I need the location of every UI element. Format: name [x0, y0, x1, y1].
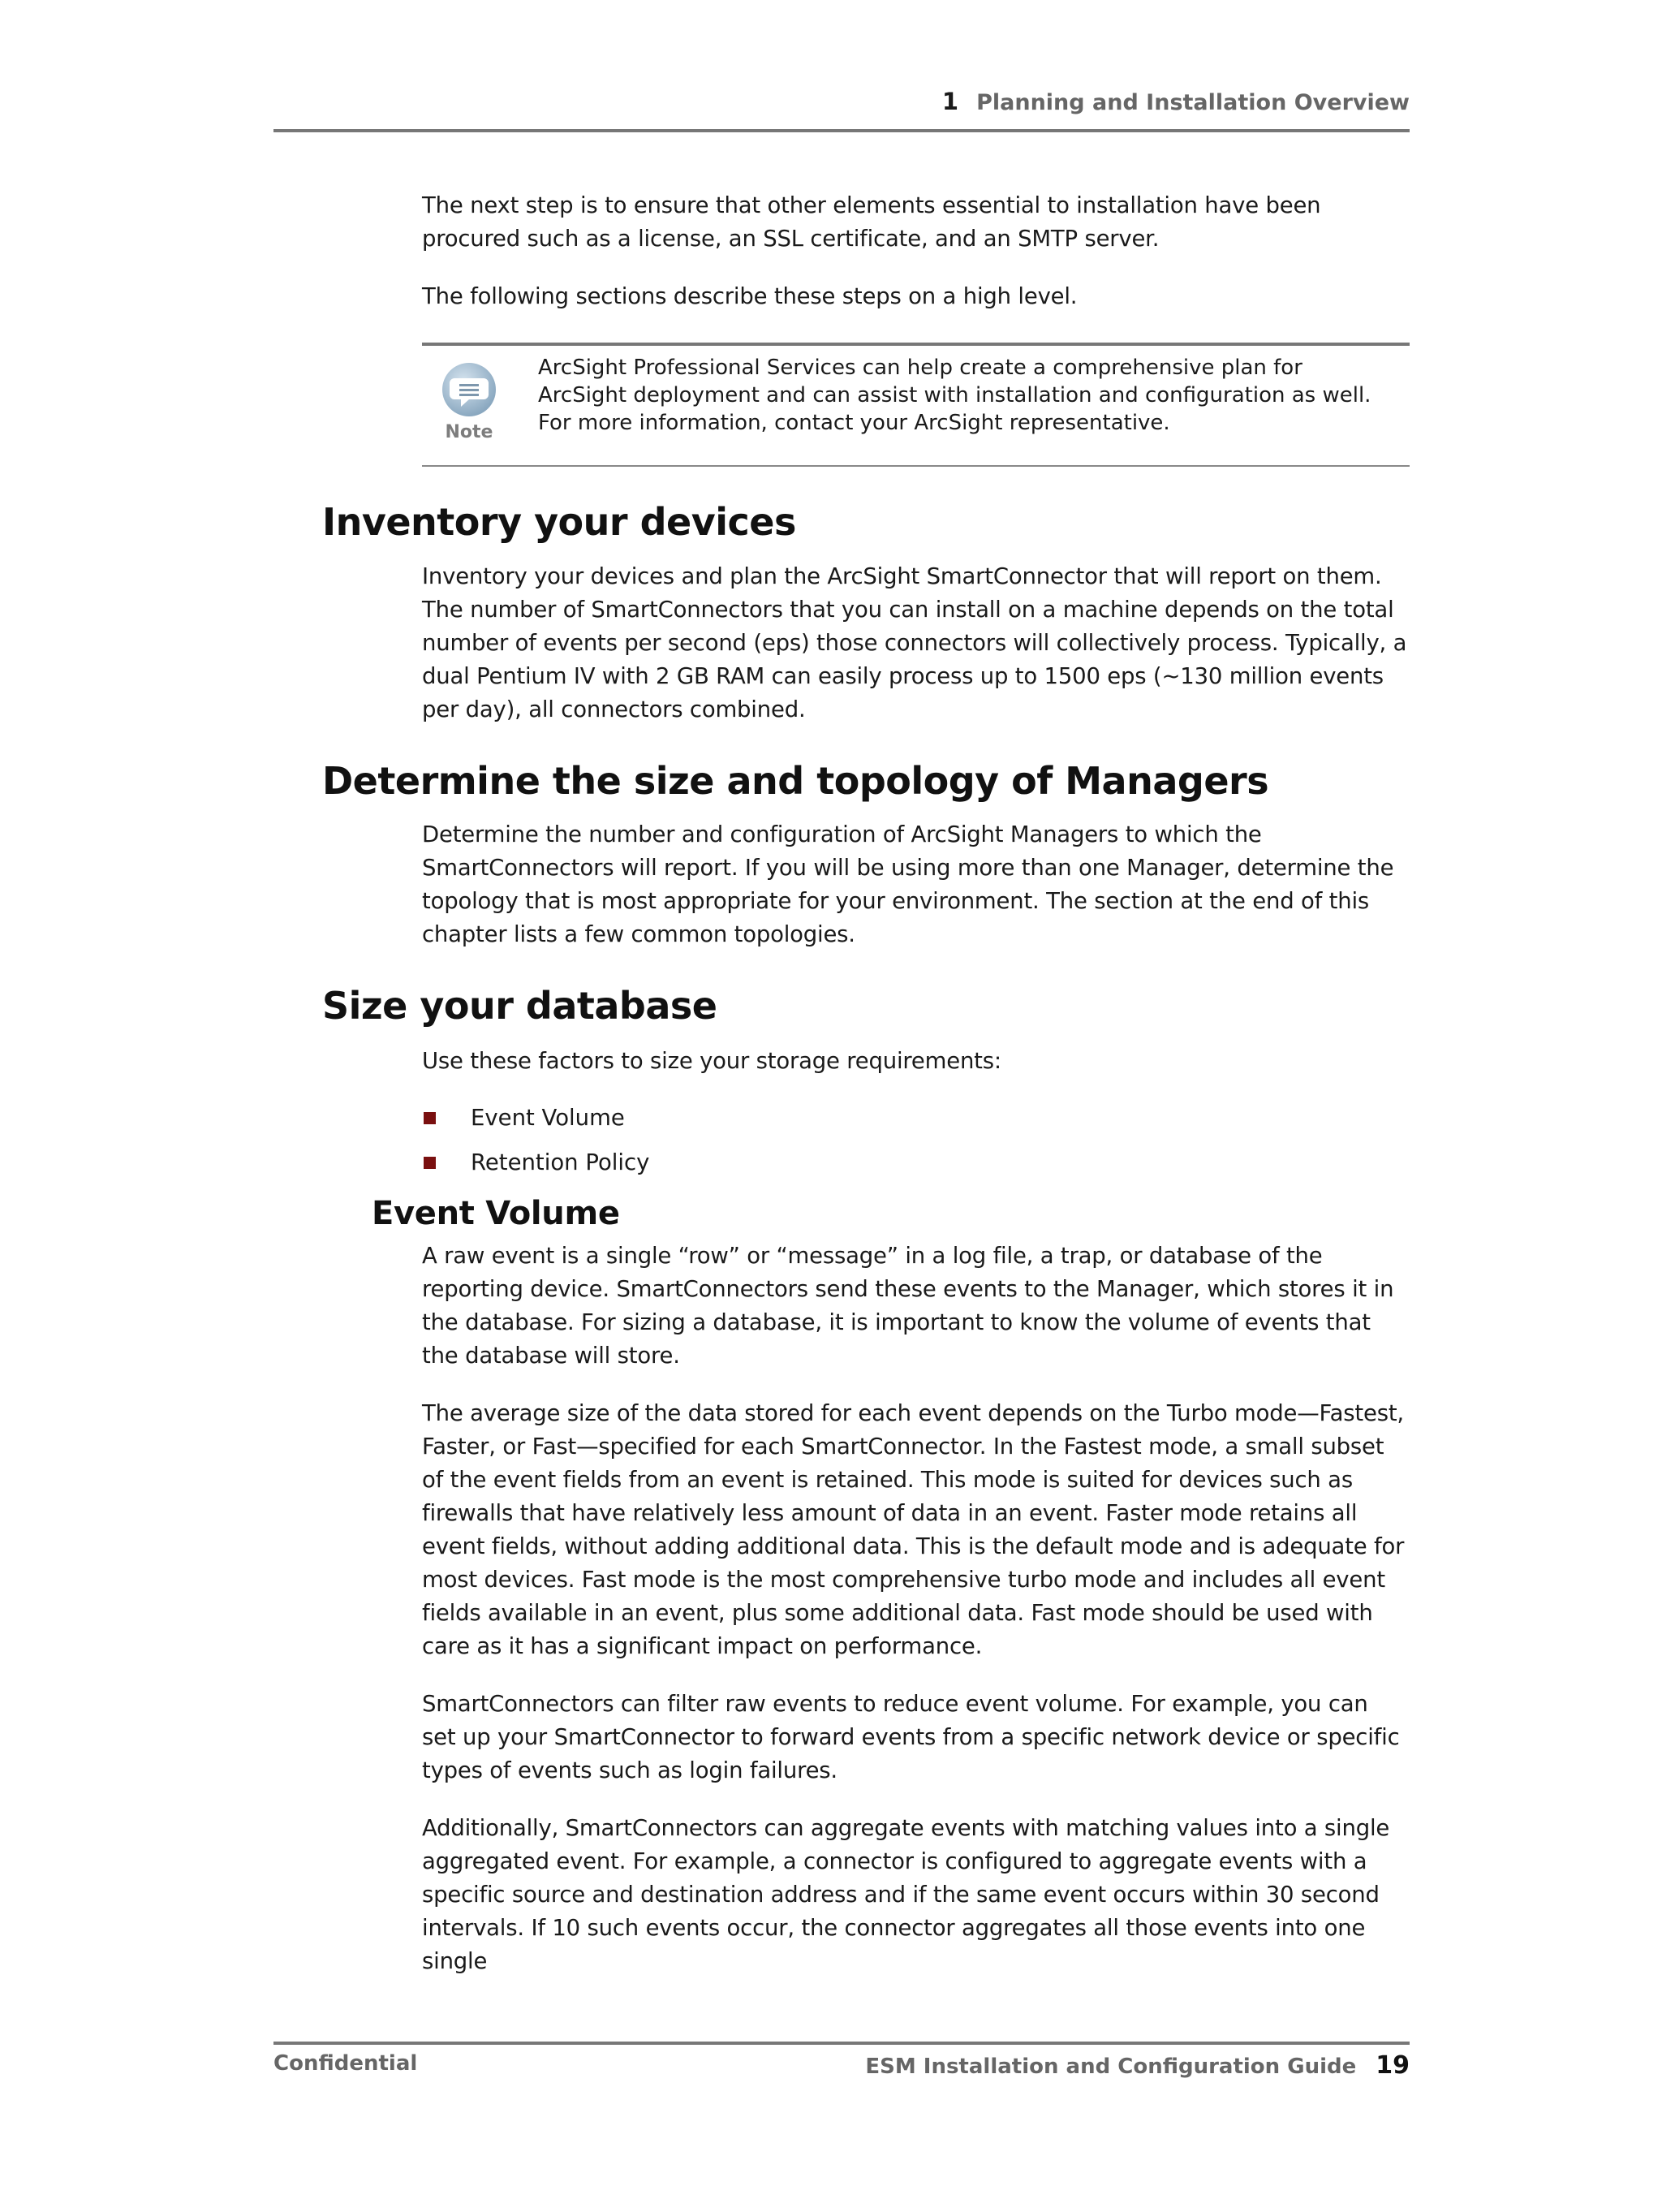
footer-rule — [273, 2042, 1410, 2045]
page-number: 19 — [1376, 2051, 1410, 2080]
event-volume-paragraph-3: SmartConnectors can filter raw events to reduce event volume. For example, you can set up your SmartConnector to forward events from a specific network device or specific types of events such as login failures. — [422, 1691, 1400, 1783]
database-intro-paragraph: Use these factors to size your storage requirements: — [422, 1048, 1001, 1074]
event-volume-section-body — [422, 1240, 1408, 1978]
bullet-square-icon — [424, 1157, 436, 1169]
footer-confidential: Confidential — [273, 2051, 418, 2076]
event-volume-paragraph-1: A raw event is a single “row” or “message” in a log file, a trap, or database of the reporting device. SmartConnectors send these events to the Manager, which stores it in the database. For sizing a database, it is important to know the volume of events that the database will store. — [422, 1243, 1394, 1369]
note-icon-label: Note — [445, 422, 493, 442]
managers-section-body — [422, 818, 1408, 951]
bullet-text: Retention Policy — [471, 1149, 650, 1175]
list-item — [422, 1146, 649, 1191]
heading-inventory-devices: Inventory your devices — [322, 500, 796, 544]
database-section-body — [422, 1045, 1408, 1078]
note-bottom-rule — [422, 465, 1410, 467]
intro-paragraph-2: The following sections describe these steps on a high level. — [422, 283, 1078, 309]
inventory-paragraph: Inventory your devices and plan the ArcSight SmartConnector that will report on them. The number of SmartConnectors that you can install on a machine depends on the total number of events per second (eps) those connectors will collectively process. Typically, a dual Pentium IV with 2 GB RAM can easily process up to 1500 eps (~130 million events per day), all connectors combined. — [422, 563, 1407, 722]
heading-size-database: Size your database — [322, 984, 717, 1028]
event-volume-paragraph-2: The average size of the data stored for each event depends on the Turbo mode—Fastest, Faster, or Fast—specified for each SmartConnector. In the Fastest mode, a small subset of the event fields from an event is retained. This mode is suited for devices such as firewalls that have relatively less amount of data in an event. Faster mode retains all event fields, without adding additional data. This is the default mode and is adequate for most devices. Fast mode is the most comprehensive turbo mode and includes all event fields available in an event, plus some additional data. Fast mode should be used with care as it has a significant impact on performance. — [422, 1400, 1405, 1659]
list-item — [422, 1102, 649, 1146]
event-volume-paragraph-4: Additionally, SmartConnectors can aggregate events with matching values into a single aggregated event. For example, a connector is configured to aggregate events with a specific source and destination address and if the same event occurs within 30 second intervals. If 10 such events occur, the connector aggregates all those events into one single — [422, 1815, 1390, 1974]
database-factor-list — [422, 1102, 649, 1191]
heading-event-volume: Event Volume — [372, 1195, 620, 1232]
footer-guide-title: ESM Installation and Configuration Guide — [865, 2055, 1357, 2079]
note-top-rule — [422, 343, 1410, 346]
running-header — [273, 88, 1410, 115]
bullet-square-icon — [424, 1112, 436, 1124]
header-rule — [273, 129, 1410, 132]
footer-right — [865, 2051, 1410, 2080]
managers-paragraph: Determine the number and configuration of ArcSight Managers to which the SmartConnectors will report. If you will be using more than one Manager, determine the topology that is most appropriate for your environment. The section at the end of this chapter lists a few common topologies. — [422, 821, 1394, 947]
heading-managers-topology: Determine the size and topology of Managers — [322, 759, 1269, 803]
chapter-number: 1 — [941, 88, 959, 115]
intro-paragraph-1: The next step is to ensure that other elements essential to installation have been procured such as a license, an SSL certificate, and an SMTP server. — [422, 192, 1321, 252]
inventory-section-body — [422, 560, 1408, 727]
chapter-title: Planning and Installation Overview — [976, 90, 1410, 115]
bullet-text: Event Volume — [471, 1105, 625, 1131]
note-box — [422, 343, 1410, 468]
note-text: ArcSight Professional Services can help create a comprehensive plan for ArcSight deployment and can assist with installation and configuration as well. For more information, contact your ArcSight representative. — [538, 356, 1371, 435]
intro-block — [422, 189, 1408, 313]
